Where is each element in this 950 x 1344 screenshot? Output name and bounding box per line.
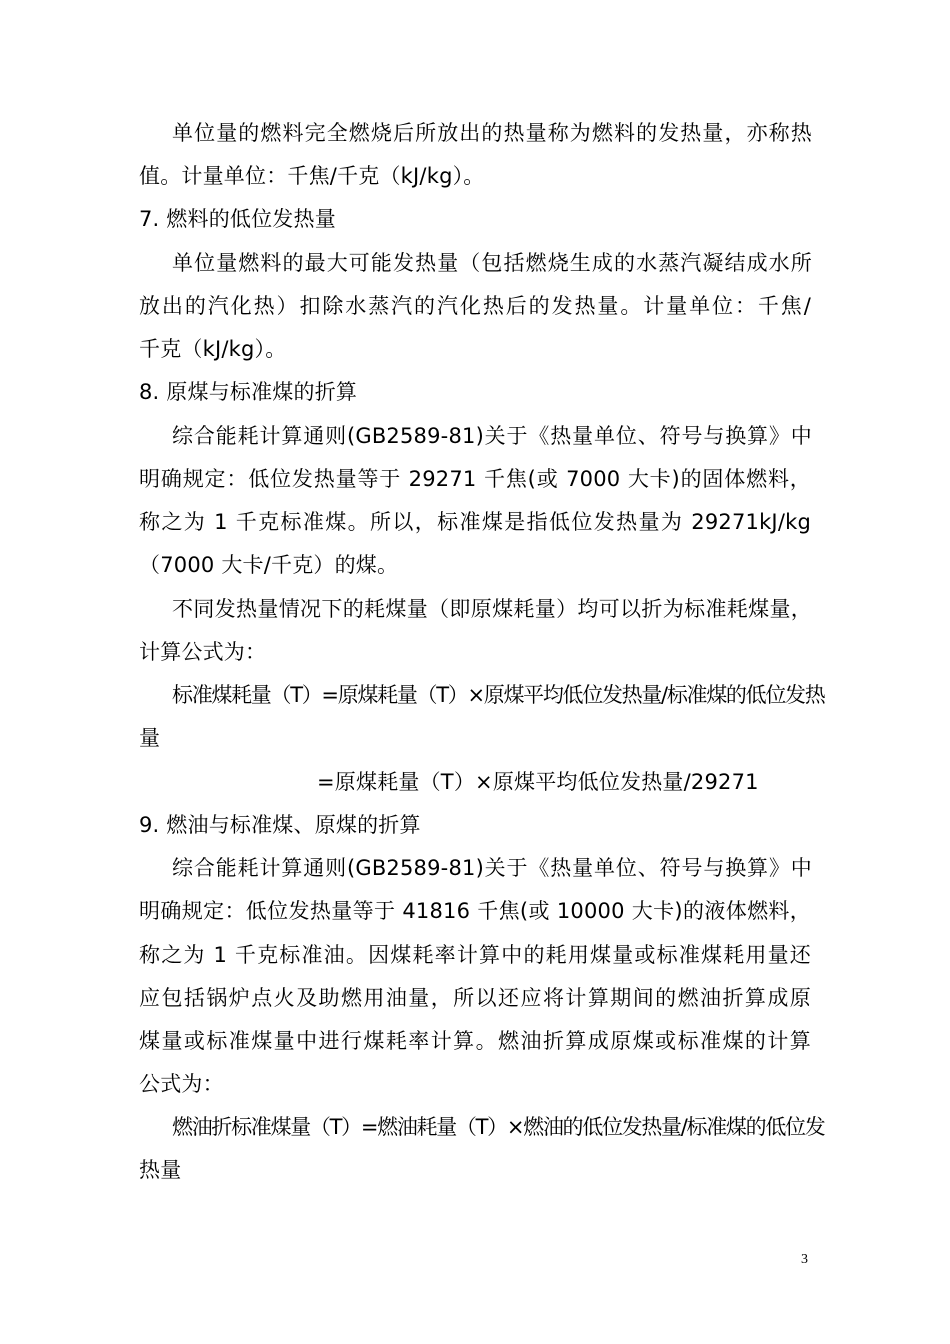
paragraph-line: 明确规定：低位发热量等于 41816 千焦(或 10000 大卡)的液体燃料， bbox=[139, 899, 811, 923]
paragraph-line: 千克（kJ/kg）。 bbox=[139, 337, 287, 361]
paragraph-line: 单位量的燃料完全燃烧后所放出的热量称为燃料的发热量，亦称热 bbox=[172, 121, 812, 145]
paragraph-line: 明确规定：低位发热量等于 29271 千焦(或 7000 大卡)的固体燃料， bbox=[139, 467, 811, 491]
section-heading: 7. 燃料的低位发热量 bbox=[139, 207, 336, 231]
paragraph-line: 计算公式为： bbox=[139, 640, 267, 664]
paragraph-line: （7000 大卡/千克）的煤。 bbox=[139, 553, 399, 577]
formula-line: 燃油折标准煤量（T）=燃油耗量（T）×燃油的低位发热量/标准煤的低位发 bbox=[172, 1115, 825, 1139]
paragraph-line: 公式为： bbox=[139, 1072, 224, 1096]
paragraph-line: 综合能耗计算通则(GB2589-81)关于《热量单位、符号与换算》中 bbox=[172, 424, 812, 448]
page-number: 3 bbox=[801, 1252, 808, 1267]
formula-line: 热量 bbox=[139, 1158, 182, 1182]
paragraph-line: 不同发热量情况下的耗煤量（即原煤耗量）均可以折为标准耗煤量， bbox=[172, 597, 812, 621]
paragraph-line: 放出的汽化热）扣除水蒸汽的汽化热后的发热量。计量单位：千焦/ bbox=[139, 294, 811, 318]
formula-line: 标准煤耗量（T）=原煤耗量（T）×原煤平均低位发热量/标准煤的低位发热 bbox=[172, 683, 825, 707]
paragraph-line: 称之为 1 千克标准煤。所以，标准煤是指低位发热量为 29271kJ/kg bbox=[139, 510, 811, 534]
section-heading: 8. 原煤与标准煤的折算 bbox=[139, 380, 358, 404]
section-heading: 9. 燃油与标准煤、原煤的折算 bbox=[139, 813, 421, 837]
paragraph-line: 单位量燃料的最大可能发热量（包括燃烧生成的水蒸汽凝结成水所 bbox=[172, 251, 812, 275]
paragraph-line: 值。计量单位：千焦/千克（kJ/kg）。 bbox=[139, 164, 485, 188]
paragraph-line: 应包括锅炉点火及助燃用油量，所以还应将计算期间的燃油折算成原 bbox=[139, 986, 811, 1010]
formula-line: 量 bbox=[139, 726, 161, 750]
paragraph-line: 煤量或标准煤量中进行煤耗率计算。燃油折算成原煤或标准煤的计算 bbox=[139, 1029, 811, 1053]
paragraph-line: 综合能耗计算通则(GB2589-81)关于《热量单位、符号与换算》中 bbox=[172, 856, 812, 880]
formula-line: =原煤耗量（T）×原煤平均低位发热量/29271 bbox=[317, 770, 759, 794]
paragraph-line: 称之为 1 千克标准油。因煤耗率计算中的耗用煤量或标准煤耗用量还 bbox=[139, 943, 811, 967]
